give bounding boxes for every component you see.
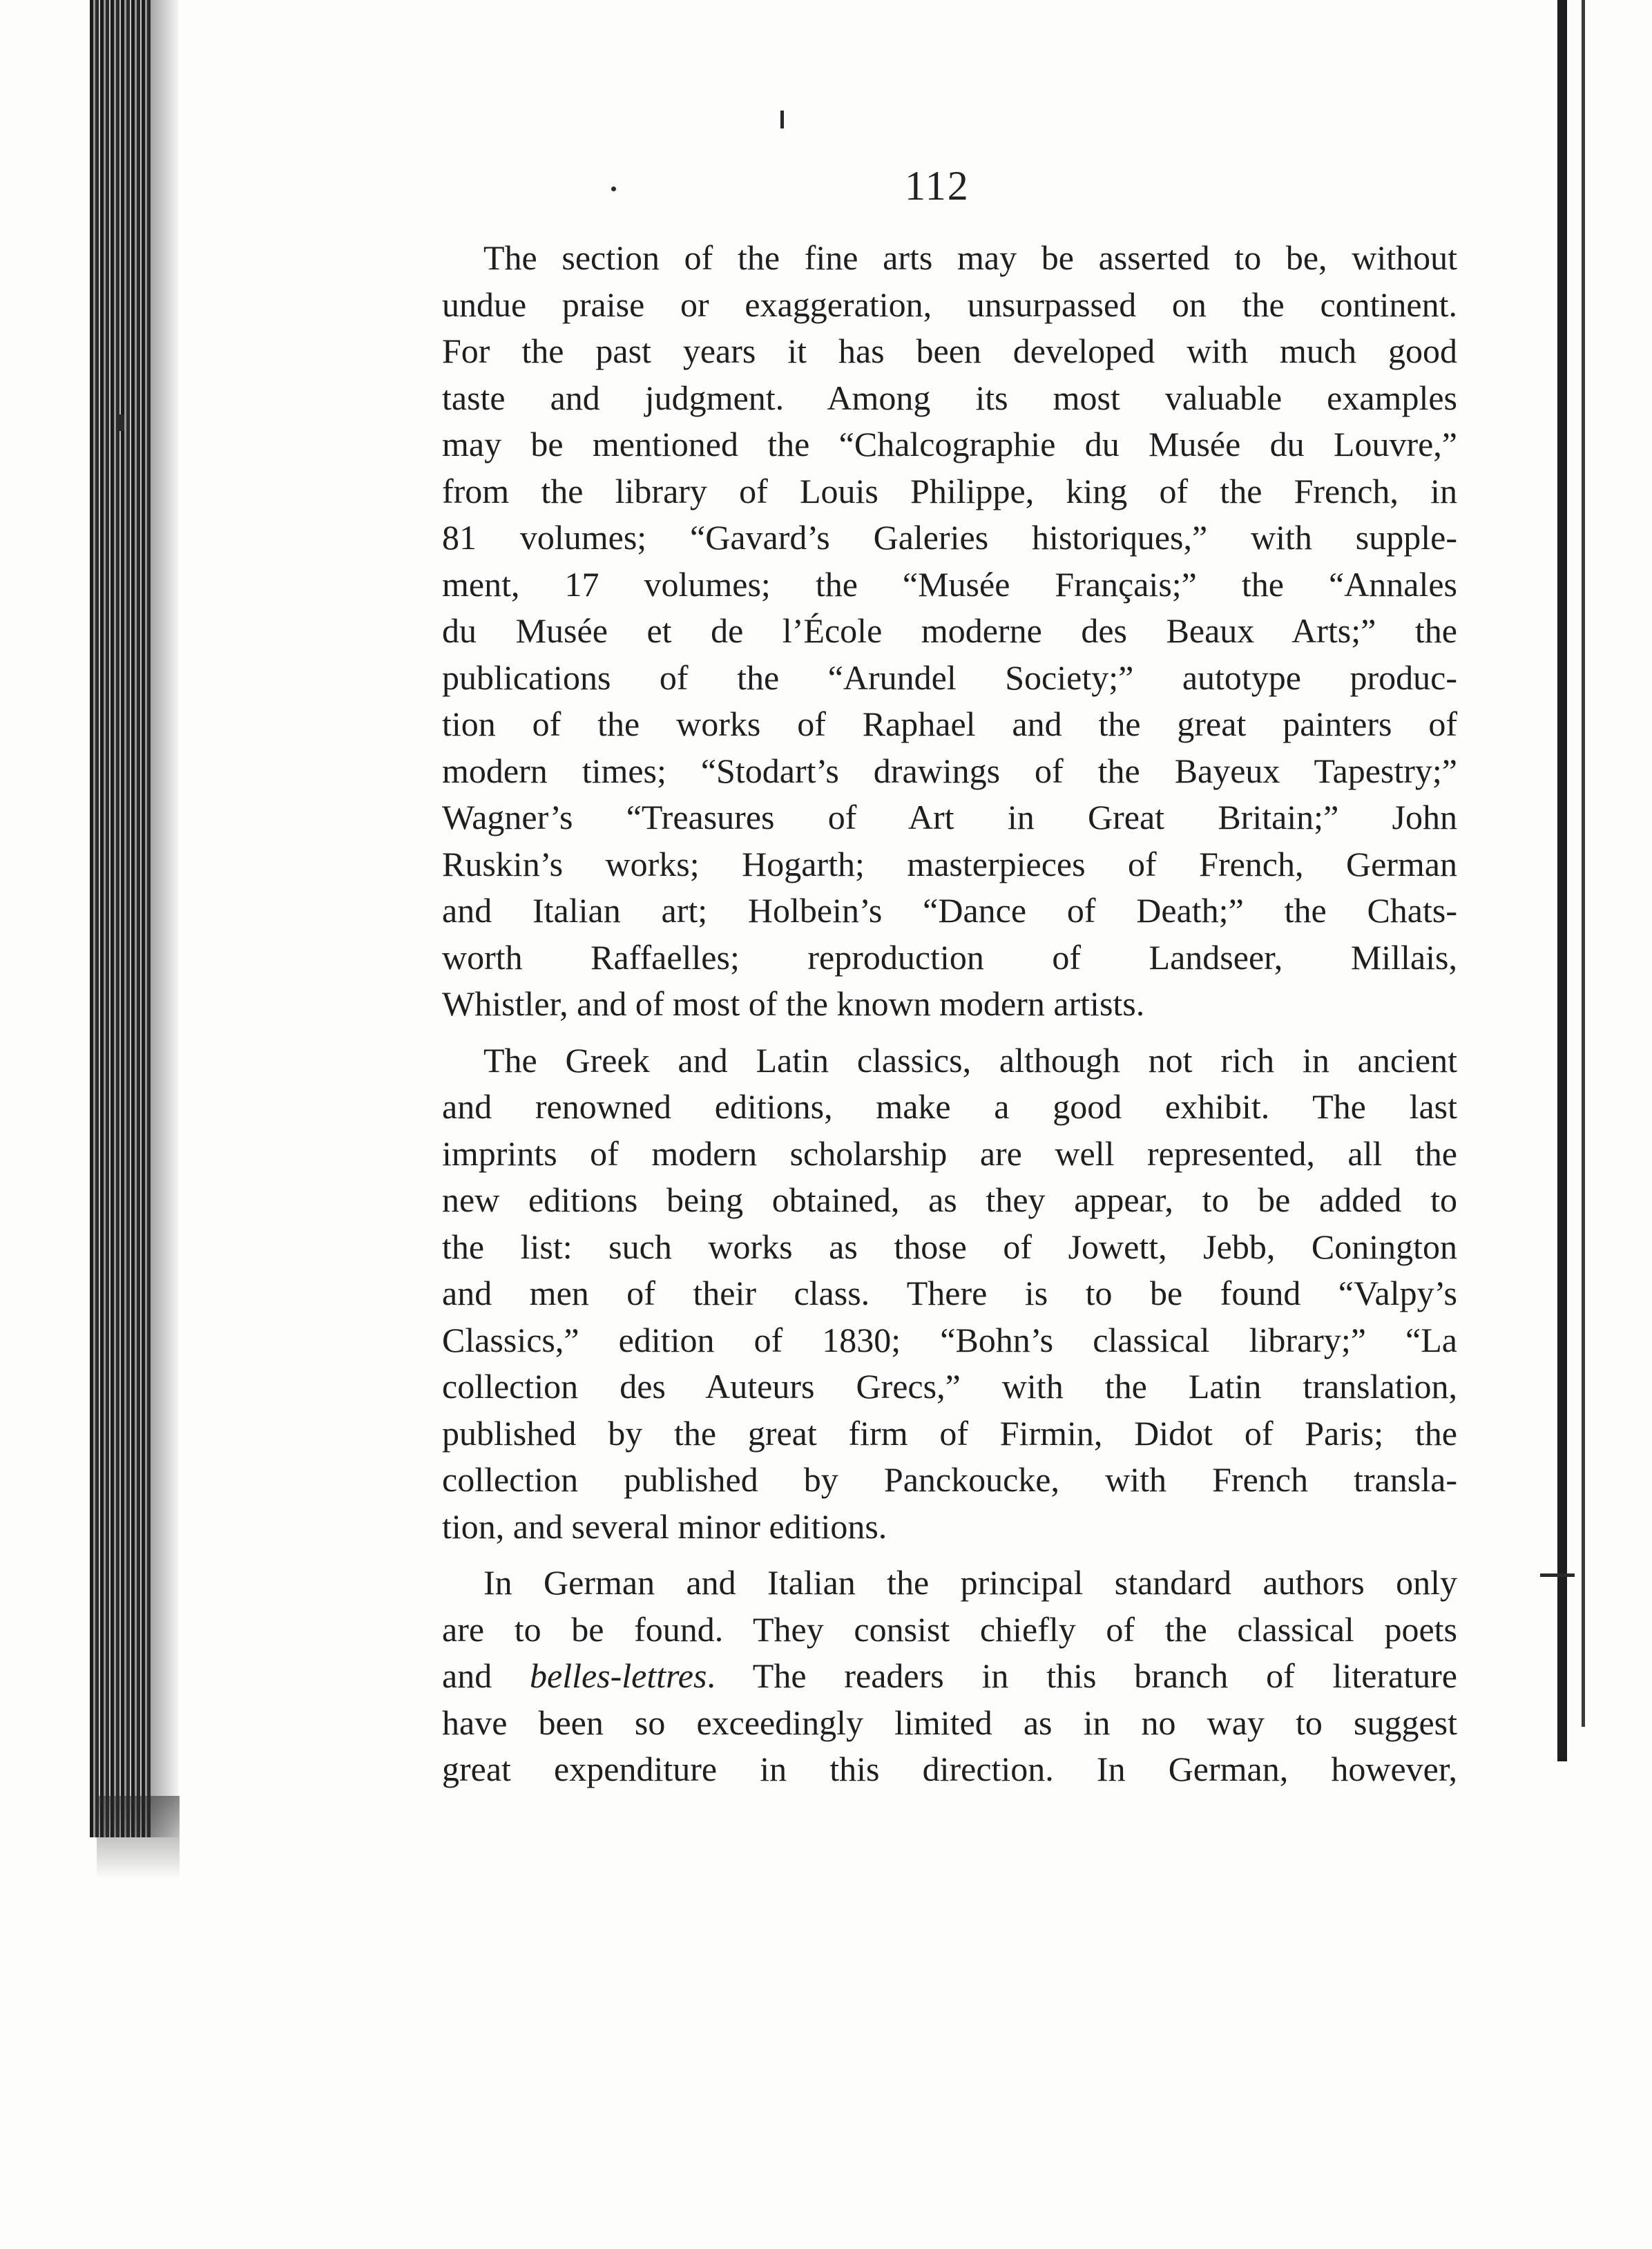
text-line: Ruskin’s works; Hogarth; masterpieces of French, German [442, 844, 1457, 883]
page-body [442, 235, 1457, 1793]
text-line: Wagner’s “Treasures of Art in Great Britain;” John [442, 798, 1457, 836]
paragraph [442, 235, 1457, 1028]
text-line: modern times; “Stodart’s drawings of the Bayeux Tapestry;” [442, 751, 1457, 790]
scan-speck [1540, 1573, 1575, 1577]
text-line: taste and judgment. Among its most valuable examples [442, 378, 1457, 417]
italic-phrase: belles-lettres [530, 1656, 707, 1695]
text-line: In German and Italian the principal standard authors only [483, 1563, 1457, 1602]
paragraph [442, 1560, 1457, 1793]
text-line: Classics,” edition of 1830; “Bohn’s classical library;” “La [442, 1320, 1457, 1359]
text-line: and renowned editions, make a good exhibit. The last [442, 1087, 1457, 1126]
text-line: great expenditure in this direction. In German, however, [442, 1750, 1457, 1788]
text-line: The Greek and Latin classics, although not rich in ancient [483, 1040, 1457, 1080]
text-line: tion of the works of Raphael and the great painters of [442, 705, 1457, 743]
text-line: publications of the “Arundel Society;” autotype produc- [442, 658, 1457, 697]
text-line: imprints of modern scholarship are well represented, all the [442, 1133, 1457, 1173]
scan-speck [780, 111, 784, 128]
page-gutter-shadow [151, 0, 178, 1837]
text-line: and Italian art; Holbein’s “Dance of Death;” the Chats- [442, 891, 1457, 930]
text-line: Whistler, and of most of the known modern artists. [442, 984, 1145, 1023]
text-line: new editions being obtained, as they appear, to be added to [442, 1180, 1457, 1219]
text-line: ment, 17 volumes; the “Musée Français;” the “Annales [442, 564, 1457, 604]
text-line: may be mentioned the “Chalcographie du Musée du Louvre,” [442, 425, 1457, 463]
text-line: worth Raffaelles; reproduction of Landseer, Millais, [442, 937, 1457, 977]
text-line: For the past years it has been developed with much good [442, 332, 1457, 370]
paragraph [442, 1037, 1457, 1551]
text-line: du Musée et de l’École moderne des Beaux Arts;” the [442, 611, 1457, 650]
text-line: are to be found. They consist chiefly of the classical poets [442, 1609, 1457, 1649]
text-line: published by the great firm of Firmin, Didot of Paris; the [442, 1413, 1457, 1453]
text-line: The section of the fine arts may be asserted to be, without [483, 238, 1457, 277]
scan-speck [611, 186, 616, 191]
text-line: tion, and several minor editions. [442, 1506, 887, 1546]
text-line: and men of their class. There is to be found “Valpy’s [442, 1274, 1457, 1312]
text-line: the list: such works as those of Jowett, Jebb, Conington [442, 1227, 1457, 1266]
text-line: collection des Auteurs Grecs,” with the Latin translation, [442, 1367, 1457, 1406]
scan-speck [117, 414, 124, 431]
book-page-edges [90, 0, 152, 1837]
page-corner-shadow [97, 1796, 180, 1879]
text-line: collection published by Panckoucke, with French transla- [442, 1460, 1457, 1499]
right-page-edge [1557, 0, 1567, 1761]
text-line: from the library of Louis Philippe, king of the French, in [442, 471, 1457, 510]
text-line: 81 volumes; “Gavard’s Galeries historiques,” with supple- [442, 518, 1457, 557]
text-line: and belles-lettres. The readers in this branch of literature [442, 1656, 1457, 1695]
page-number: 112 [905, 163, 970, 209]
right-page-edge-line [1582, 0, 1585, 1727]
text-line: undue praise or exaggeration, unsurpassed on the continent. [442, 285, 1457, 324]
text-line: have been so exceedingly limited as in no way to suggest [442, 1703, 1457, 1742]
